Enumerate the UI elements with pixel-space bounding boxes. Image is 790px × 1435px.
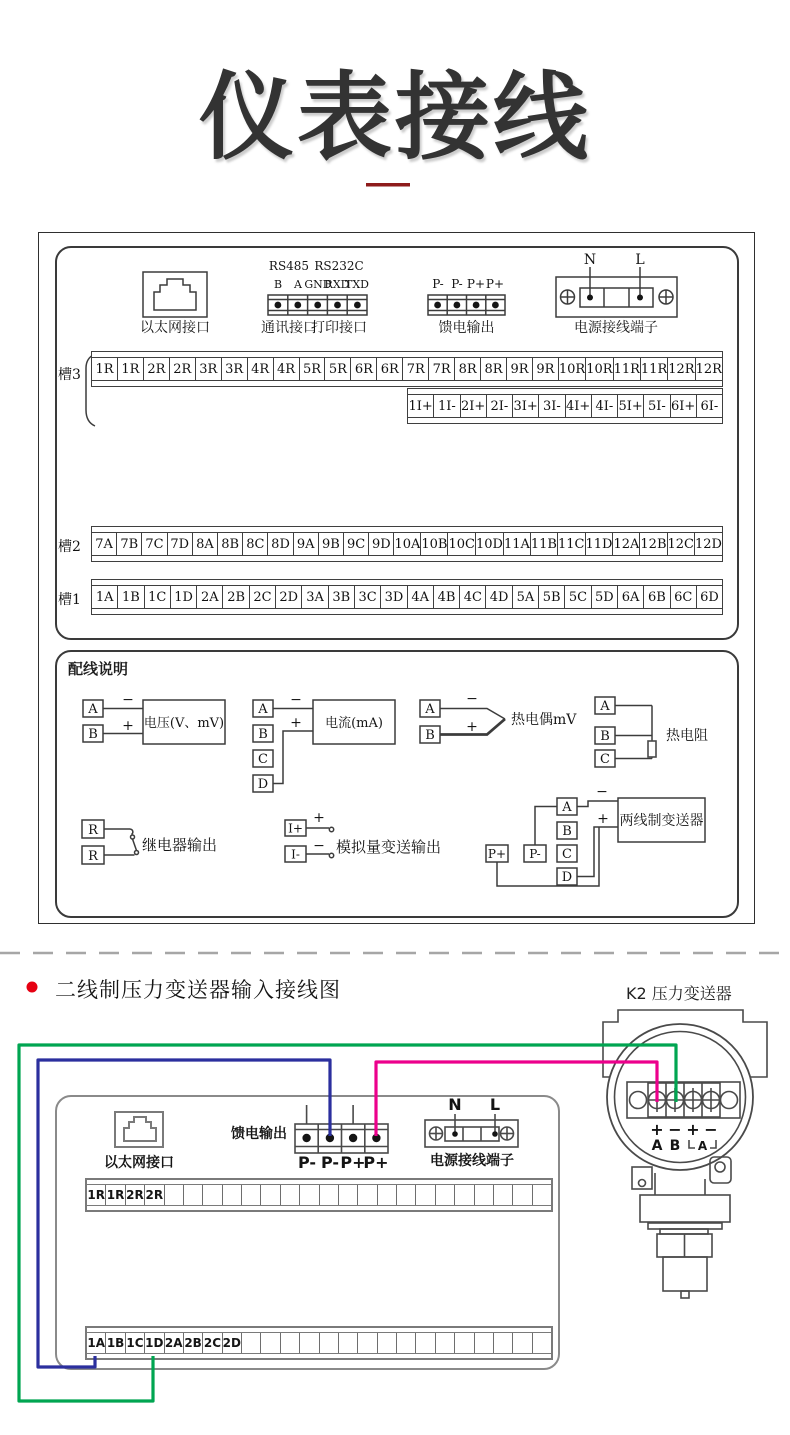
two-wire-transmitter-wiring-diagram xyxy=(475,785,740,903)
rtd-wiring-diagram xyxy=(588,680,738,775)
terminal-cell xyxy=(164,1185,183,1205)
terminal-cell: 5C xyxy=(564,586,590,608)
terminal-cell: 12R xyxy=(667,358,694,380)
comm-caption: 通讯接口 xyxy=(261,320,317,336)
power-terminal xyxy=(548,250,688,340)
terminal-r1: R xyxy=(88,823,98,838)
terminal-cell xyxy=(396,1333,415,1353)
recorder-row-top xyxy=(85,1178,553,1212)
terminal-cell xyxy=(435,1333,454,1353)
terminal-a: A xyxy=(600,699,610,714)
rj45-icon xyxy=(124,1117,156,1141)
terminal-cell: 10R xyxy=(558,358,585,380)
terminal-b: B xyxy=(425,728,435,743)
terminal-c: C xyxy=(562,847,572,862)
terminal-cell: 2R xyxy=(169,358,195,380)
slot1-terminal-row xyxy=(91,579,723,615)
terminal-cell: 6I+ xyxy=(670,395,696,417)
terminal-dot xyxy=(294,302,301,309)
rs485-label: RS485 xyxy=(268,259,310,273)
terminal-cell: 6D xyxy=(696,586,722,608)
terminal-c: C xyxy=(600,752,610,767)
pin-label-n: N xyxy=(583,252,597,268)
relay-wiring-diagram xyxy=(70,805,250,880)
terminal-cell: 10R xyxy=(585,358,612,380)
voltage-wiring-diagram xyxy=(75,688,235,780)
terminal-cell: 3R xyxy=(195,358,221,380)
terminal-cell: 3B xyxy=(328,586,354,608)
terminal-dot xyxy=(302,1134,310,1142)
wiring-notes-title: 配线说明 xyxy=(68,660,129,678)
comm-terminal-strip xyxy=(258,256,373,338)
terminal-cell xyxy=(319,1185,338,1205)
pin-label: P+ xyxy=(466,277,486,291)
rj45-icon xyxy=(154,279,196,310)
terminal-cell xyxy=(357,1185,376,1205)
terminal-cell: 1A xyxy=(95,589,114,605)
terminal-cell xyxy=(299,1185,318,1205)
strip-rail xyxy=(92,380,722,386)
terminal-cell xyxy=(338,1333,357,1353)
terminal-cell: 7R xyxy=(428,358,454,380)
terminal-cell: 5R xyxy=(299,358,325,380)
terminal-b: B xyxy=(600,729,610,744)
polarity-label: − xyxy=(668,1120,682,1139)
plus-sign: + xyxy=(597,811,609,827)
terminal-b: B xyxy=(258,727,268,742)
terminal-dot xyxy=(314,302,321,309)
terminal-cell: 5B xyxy=(538,586,564,608)
terminal-cell xyxy=(474,1185,493,1205)
terminal-pplus: P+ xyxy=(487,847,507,861)
print-caption: 打印接口 xyxy=(311,320,367,336)
terminal-cell: 2R xyxy=(125,1185,144,1205)
terminal-cell: 1B xyxy=(117,586,143,608)
terminal-cell: 5I- xyxy=(643,395,669,417)
terminal-cell xyxy=(241,1185,260,1205)
relay-label: 继电器输出 xyxy=(142,836,218,854)
terminal-cell xyxy=(532,1185,551,1205)
terminal-cell: 8D xyxy=(267,533,292,555)
strip-rail xyxy=(408,417,722,423)
terminal-dot xyxy=(326,1134,334,1142)
terminal-dot xyxy=(587,295,593,301)
analog-output-wiring-diagram xyxy=(280,805,465,880)
terminal-cell: 4D xyxy=(485,586,511,608)
terminal-cell xyxy=(396,1185,415,1205)
terminal-cell: 11R xyxy=(613,358,640,380)
ethernet-label: 以太网接口 xyxy=(140,320,210,336)
terminal-cell: 1C xyxy=(125,1333,144,1353)
terminal-pminus: P- xyxy=(529,847,541,861)
terminal-cell: 2R xyxy=(143,358,169,380)
terminal-cell: 2R xyxy=(144,1185,163,1205)
terminal-cell: 1R xyxy=(95,361,114,377)
terminal-cell: 4C xyxy=(459,586,485,608)
terminal-cell: 1D xyxy=(170,586,196,608)
terminal-cell: 4R xyxy=(247,358,273,380)
slot2-label: 槽2 xyxy=(58,539,81,555)
terminal-cell: 7D xyxy=(167,533,192,555)
terminal-cell: 1I- xyxy=(433,395,459,417)
terminal-cell: 8C xyxy=(242,533,267,555)
power-caption: 电源接线端子 xyxy=(430,1153,514,1169)
terminal-cell xyxy=(241,1333,260,1353)
plus-sign: + xyxy=(466,719,478,735)
polarity-label: + xyxy=(686,1120,700,1139)
pressure-transmitter-drawing xyxy=(585,1003,790,1303)
terminal-cell: 1R xyxy=(87,1188,105,1202)
terminal-cell: 2B xyxy=(222,586,248,608)
terminal-cell: 10D xyxy=(475,533,503,555)
slot3-label: 槽3 xyxy=(58,367,81,383)
terminal-cell: 5D xyxy=(591,586,617,608)
section2-heading: 二线制压力变送器输入接线图 xyxy=(55,978,341,1002)
strip-rail xyxy=(87,1205,551,1210)
terminal-cell: 7R xyxy=(402,358,428,380)
plus-sign: + xyxy=(122,718,134,734)
resistor-icon xyxy=(648,741,656,757)
terminal-cell: 2C xyxy=(249,586,275,608)
terminal-cell: 11D xyxy=(585,533,613,555)
terminal-cell: 4A xyxy=(407,586,433,608)
terminal-cell: 5I+ xyxy=(617,395,643,417)
terminal-cell: 8R xyxy=(454,358,480,380)
terminal-cell: 2A xyxy=(196,586,222,608)
power-caption: 电源接线端子 xyxy=(574,320,658,336)
terminal-cell xyxy=(415,1185,434,1205)
terminal-cell: 5A xyxy=(512,586,538,608)
terminal-cell xyxy=(454,1333,473,1353)
terminal-cell: 6C xyxy=(670,586,696,608)
terminal-dot xyxy=(454,302,461,309)
terminal-cell: 11C xyxy=(557,533,585,555)
terminal-cell: 9B xyxy=(318,533,343,555)
terminal-cell xyxy=(260,1333,279,1353)
pin-label: P- xyxy=(432,277,444,291)
terminal-cell: 5R xyxy=(324,358,350,380)
feed-caption: 馈电输出 xyxy=(438,320,495,336)
terminal-cell: 11A xyxy=(503,533,530,555)
terminal-cell: 12R xyxy=(695,358,722,380)
terminal-cell xyxy=(319,1333,338,1353)
pin-label: P+ xyxy=(485,277,505,291)
terminal-cell: 8R xyxy=(480,358,506,380)
terminal-a: A xyxy=(425,702,435,717)
terminal-cell: 12D xyxy=(694,533,722,555)
terminal-cell: 1C xyxy=(144,586,170,608)
strip-rail xyxy=(92,555,722,561)
terminal-cell: 9D xyxy=(368,533,393,555)
terminal-dot xyxy=(637,295,643,301)
terminal-cell xyxy=(357,1333,376,1353)
terminal-cell: 10C xyxy=(447,533,475,555)
terminal-cell: 11R xyxy=(640,358,667,380)
terminal-cell: 4I- xyxy=(591,395,617,417)
terminal-cell: 1D xyxy=(144,1333,163,1353)
terminal-cell xyxy=(299,1333,318,1353)
minus-sign: − xyxy=(290,692,302,708)
terminal-iplus: I+ xyxy=(288,821,303,836)
terminal-b: B xyxy=(562,824,572,839)
minus-sign: − xyxy=(122,692,134,708)
polarity-label: + xyxy=(650,1120,664,1139)
terminal-cell: 10A xyxy=(393,533,420,555)
transmitter-title: K2 压力变送器 xyxy=(626,984,732,1003)
minus-sign: − xyxy=(313,838,325,854)
terminal-a: A xyxy=(562,800,572,815)
terminal-dot xyxy=(452,1131,458,1137)
pin-label-rxd: RXD xyxy=(324,278,350,291)
slot3-terminal-row-2 xyxy=(407,388,723,424)
device-label: 电压(V、mV) xyxy=(143,716,225,731)
terminal-cell: 3C xyxy=(354,586,380,608)
title-underline xyxy=(366,183,412,189)
strip-rail xyxy=(92,608,722,614)
analog-output-label: 模拟量变送输出 xyxy=(336,838,442,856)
recorder-row-bottom xyxy=(85,1326,553,1360)
terminal-label-a: A xyxy=(651,1138,663,1154)
transmitter-body xyxy=(640,1195,730,1222)
polarity-label: − xyxy=(704,1120,718,1139)
terminal-cell: 6R xyxy=(350,358,376,380)
terminal-cell: 3A xyxy=(301,586,327,608)
meter-label: A xyxy=(697,1139,708,1153)
pin-label: P- xyxy=(297,1153,317,1172)
terminal-cell xyxy=(222,1185,241,1205)
terminal-d: D xyxy=(257,777,269,792)
terminal-dot xyxy=(334,302,341,309)
pin-label-a: A xyxy=(294,278,302,291)
terminal-cell: 3D xyxy=(380,586,406,608)
terminal-dot xyxy=(434,302,441,309)
terminal-cell: 7C xyxy=(141,533,166,555)
pin-label: P+ xyxy=(340,1153,366,1172)
minus-sign: − xyxy=(466,691,478,707)
terminal-cell: 12B xyxy=(639,533,666,555)
terminal-dot xyxy=(492,1131,498,1137)
pin-label: P- xyxy=(451,277,463,291)
terminal-cell: 10B xyxy=(420,533,447,555)
terminal-cell xyxy=(493,1185,512,1205)
terminal-dot xyxy=(349,1134,357,1142)
terminal-dot xyxy=(473,302,480,309)
feed-label: 馈电输出 xyxy=(231,1126,287,1142)
terminal-dot xyxy=(354,302,361,309)
terminal-cell: 9C xyxy=(343,533,368,555)
pin-label-gnd: GND xyxy=(304,278,332,291)
strip-rail xyxy=(87,1353,551,1358)
ethernet-port-icon-bottom xyxy=(105,1105,175,1175)
terminal-cell: 1R xyxy=(117,358,143,380)
slot2-terminal-row xyxy=(91,526,723,562)
current-wiring-diagram xyxy=(245,688,400,800)
terminal-cell: 7A xyxy=(95,536,113,552)
pin-label-b: B xyxy=(273,278,283,291)
terminal-a: A xyxy=(258,702,268,717)
terminal-cell xyxy=(202,1185,221,1205)
terminal-cell: 11B xyxy=(530,533,557,555)
terminal-cell: 3I- xyxy=(538,395,564,417)
terminal-cell: 4R xyxy=(273,358,299,380)
terminal-cell: 6I- xyxy=(696,395,722,417)
terminal-c: C xyxy=(258,752,268,767)
terminal-cell: 6B xyxy=(643,586,669,608)
device-label: 电流(mA) xyxy=(325,716,383,731)
dashed-divider xyxy=(0,950,790,956)
terminal-cell: 2D xyxy=(222,1333,241,1353)
terminal-cell xyxy=(377,1185,396,1205)
terminal-cell xyxy=(512,1333,531,1353)
power-terminal-bottom xyxy=(415,1085,545,1175)
terminal-cell: 2A xyxy=(164,1333,183,1353)
ethernet-label: 以太网接口 xyxy=(104,1155,174,1171)
terminal-cell: 1I+ xyxy=(408,398,433,414)
terminal-cell xyxy=(280,1185,299,1205)
thermocouple-wiring-diagram xyxy=(415,688,580,760)
terminal-r2: R xyxy=(88,849,98,864)
terminal-cell: 9A xyxy=(293,533,318,555)
terminal-cell: 12A xyxy=(612,533,639,555)
terminal-cell: 8A xyxy=(192,533,217,555)
terminal-cell: 4B xyxy=(433,586,459,608)
pin-label-l: L xyxy=(489,1095,501,1114)
terminal-cell: 2C xyxy=(202,1333,221,1353)
terminal-cell: 3R xyxy=(221,358,247,380)
terminal-cell xyxy=(474,1333,493,1353)
slot3-terminal-row-1 xyxy=(91,351,723,387)
terminal-cell: 9R xyxy=(532,358,558,380)
terminal-cell xyxy=(377,1333,396,1353)
terminal-cell: 9R xyxy=(506,358,532,380)
terminal-cell: 8B xyxy=(217,533,242,555)
terminal-cell: 7B xyxy=(116,533,141,555)
pin-label-l: L xyxy=(635,252,645,268)
rs232c-label: RS232C xyxy=(314,259,364,273)
switch-icon xyxy=(130,829,133,835)
terminal-cell: 6R xyxy=(376,358,402,380)
terminal-cell xyxy=(183,1185,202,1205)
device-label: 两线制变送器 xyxy=(619,813,704,829)
terminal-dot xyxy=(372,1134,380,1142)
pin-label: P- xyxy=(320,1153,340,1172)
terminal-cell: 2I+ xyxy=(460,395,486,417)
terminal-cell xyxy=(512,1185,531,1205)
terminal-cell: 12C xyxy=(667,533,695,555)
terminal-cell: 4I+ xyxy=(565,395,591,417)
terminal-cell: 2D xyxy=(275,586,301,608)
terminal-cell xyxy=(338,1185,357,1205)
pin-label: P+ xyxy=(363,1153,389,1172)
feed-output-strip-bottom xyxy=(225,1100,395,1172)
minus-sign: − xyxy=(596,784,608,800)
terminal-cell: 2I- xyxy=(486,395,512,417)
bullet-icon xyxy=(26,980,40,994)
terminal-label-b: B xyxy=(669,1138,681,1154)
terminal-cell xyxy=(260,1185,279,1205)
ethernet-port-icon xyxy=(140,268,210,338)
terminal-dot xyxy=(275,302,282,309)
slot1-label: 槽1 xyxy=(58,592,81,608)
terminal-cell: 6A xyxy=(617,586,643,608)
terminal-cell: 1B xyxy=(105,1333,124,1353)
page-title: 仪表接线 xyxy=(198,63,591,173)
terminal-cell: 1A xyxy=(87,1336,105,1350)
terminal-cell xyxy=(415,1333,434,1353)
terminal-a: A xyxy=(88,702,98,717)
transmitter-process-connector xyxy=(663,1257,707,1291)
terminal-cell xyxy=(435,1185,454,1205)
terminal-cell: 3I+ xyxy=(512,395,538,417)
terminal-cell: 1R xyxy=(105,1185,124,1205)
plus-sign: + xyxy=(290,715,302,731)
terminal-cell xyxy=(493,1333,512,1353)
feed-output-strip xyxy=(424,256,516,338)
pin-label-txd: TXD xyxy=(345,278,369,291)
terminal-iminus: I- xyxy=(291,847,300,862)
terminal-cell: 2B xyxy=(183,1333,202,1353)
rtd-label: 热电阻 xyxy=(666,728,708,744)
thermocouple-label: 热电偶mV xyxy=(511,712,577,728)
terminal-cell xyxy=(532,1333,551,1353)
terminal-d: D xyxy=(561,870,573,885)
terminal-dot xyxy=(492,302,499,309)
terminal-cell xyxy=(280,1333,299,1353)
plus-sign: + xyxy=(313,810,325,826)
terminal-b: B xyxy=(88,727,98,742)
terminal-cell xyxy=(454,1185,473,1205)
pin-label-n: N xyxy=(448,1095,462,1114)
